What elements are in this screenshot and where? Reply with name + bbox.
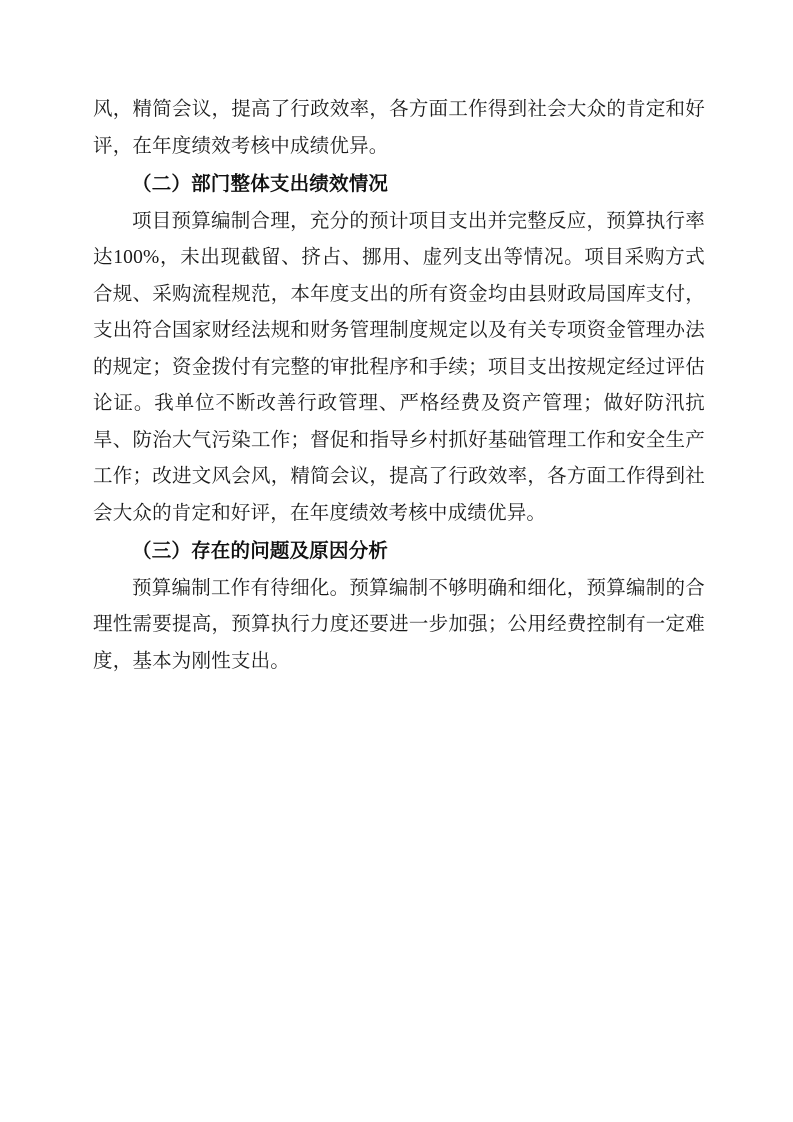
- document-body: [93, 92, 705, 680]
- paragraph-overall-expenditure-performance: 项目预算编制合理，充分的预计项目支出并完整反应，预算执行率达100%，未出现截留、挤占、挪用、虚列支出等情况。项目采购方式合规、采购流程规范，本年度支出的所有资金均由县财政局国库支付，支出符合国家财经法规和财务管理制度规定以及有关专项资金管理办法的规定；资金拨付有完整的审批程序和手续；项目支出按规定经过评估论证。我单位不断改善行政管理、严格经费及资产管理；做好防汛抗旱、防治大气污染工作；督促和指导乡村抓好基础管理工作和安全生产工作；改进文风会风，精简会议，提高了行政效率，各方面工作得到社会大众的肯定和好评，在年度绩效考核中成绩优异。: [93, 210, 705, 524]
- paragraph-continuation: 风，精简会议，提高了行政效率，各方面工作得到社会大众的肯定和好评，在年度绩效考核中成绩优异。: [93, 99, 705, 157]
- section-heading-three: （三）存在的问题及原因分析: [132, 541, 389, 562]
- paragraph-problems-and-causes: 预算编制工作有待细化。预算编制不够明确和细化，预算编制的合理性需要提高，预算执行力度还要进一步加强；公用经费控制有一定难度，基本为刚性支出。: [93, 577, 705, 672]
- section-heading-two: （二）部门整体支出绩效情况: [132, 174, 389, 195]
